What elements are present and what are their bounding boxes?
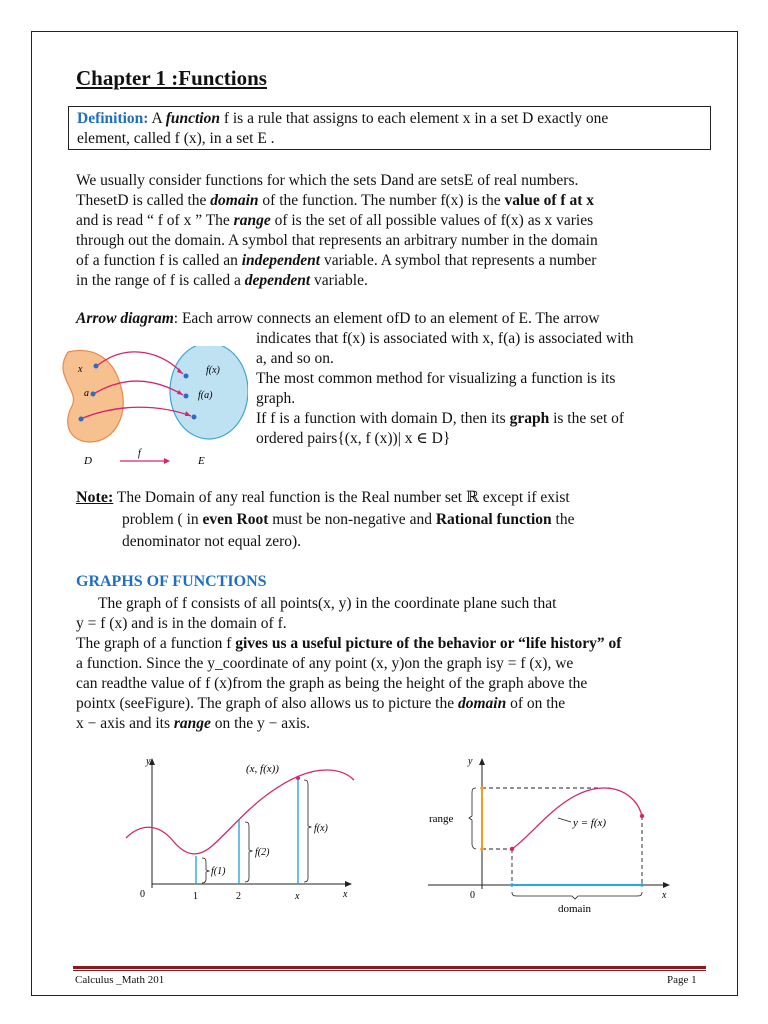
text-line: denominator not equal zero). xyxy=(122,533,302,550)
text-line: graph. xyxy=(256,390,296,407)
text-line: problem ( in even Root must be non-negative and Rational function the xyxy=(122,511,575,528)
curve-label: y = f(x) xyxy=(573,817,607,829)
note-label: Note: xyxy=(76,489,114,506)
text-line: pointx (seeFigure). The graph of also allows us to picture the domain of on the xyxy=(76,695,566,712)
figure-domain-range xyxy=(424,752,674,922)
range-max xyxy=(480,786,484,790)
footer-rule xyxy=(73,966,706,969)
footer-page-number: Page 1 xyxy=(667,974,697,986)
text-line: y = f (x) and is in the domain of f. xyxy=(76,615,287,632)
text-line: The graph of f consists of all points(x, y) in the coordinate plane such that xyxy=(98,595,557,612)
y-label: y xyxy=(146,756,151,767)
brace-f1 xyxy=(202,858,209,883)
f1-label: f(1) xyxy=(211,866,226,877)
point-other xyxy=(79,417,84,422)
text-line: ordered pairs{(x, f (x))| x ∈ D} xyxy=(256,430,451,447)
tick-1: 1 xyxy=(193,891,198,902)
curve-start-point xyxy=(510,847,514,851)
arrow-diagram xyxy=(58,346,248,471)
arrowhead xyxy=(479,758,485,765)
point-fx xyxy=(184,374,189,379)
definition-text: element, called f (x), in a set E . xyxy=(77,130,275,147)
arrow-line-1: Arrow diagram: Each arrow connects an element ofD to an element of E. The arrow xyxy=(76,310,600,327)
domain-label: domain xyxy=(558,903,591,915)
label-D: D xyxy=(84,455,92,467)
point-a xyxy=(91,392,96,397)
point-fa xyxy=(184,394,189,399)
point-f-other xyxy=(192,415,197,420)
function-curve xyxy=(126,770,354,854)
range-label: range xyxy=(429,813,454,825)
text-line: indicates that f(x) is associated with x, f(a) is associated with xyxy=(256,330,634,347)
arrow-diagram-label: Arrow diagram xyxy=(76,310,174,327)
text-line: a function. Since the y_coordinate of any point (x, y)on the graph isy = f (x), we xyxy=(76,655,574,672)
label-x: x xyxy=(78,364,83,375)
point-x-fx xyxy=(296,776,300,780)
label-E: E xyxy=(198,455,205,467)
arrowhead xyxy=(164,458,170,464)
point-label: (x, f(x)) xyxy=(246,763,279,775)
text-line: in the range of f is called a dependent variable. xyxy=(76,272,368,289)
domain-min xyxy=(510,883,514,887)
definition-box xyxy=(68,106,711,150)
definition-term: function xyxy=(165,110,220,127)
text-line: can readthe value of f (x)from the graph as being the height of the graph above the xyxy=(76,675,588,692)
figure-function-heights xyxy=(118,752,358,902)
text-line: We usually consider functions for which the sets Dand are setsE of real numbers. xyxy=(76,172,579,189)
label-pointer xyxy=(558,818,571,822)
curve-end-point xyxy=(640,814,644,818)
text-line: Note: The Domain of any real function is the Real number set ℝ except if exist xyxy=(76,489,570,506)
label-f: f xyxy=(138,448,141,459)
tick-2: 2 xyxy=(236,891,241,902)
origin-label: 0 xyxy=(470,890,475,901)
arrowhead xyxy=(345,881,352,887)
point-x xyxy=(94,364,99,369)
intro-paragraph xyxy=(76,171,716,291)
range-brace xyxy=(469,788,476,849)
x-label: x xyxy=(662,890,667,901)
text-line: If f is a function with domain D, then its graph is the set of xyxy=(256,410,625,427)
f2-label: f(2) xyxy=(255,847,270,858)
range-min xyxy=(480,847,484,851)
text-line: ThesetD is called the domain of the function. The number f(x) is the value of f at x xyxy=(76,192,595,209)
brace-fx xyxy=(304,780,311,882)
text-line: x − axis and its range on the y − axis. xyxy=(76,715,311,732)
x-label: x xyxy=(343,889,348,900)
footer-course: Calculus _Math 201 xyxy=(75,974,165,986)
graphs-paragraph xyxy=(76,594,721,734)
fx-label: f(x) xyxy=(314,823,328,834)
note-paragraph xyxy=(76,487,716,553)
tick-x: x xyxy=(295,891,300,902)
footer-rule-thin xyxy=(73,970,706,971)
domain-brace xyxy=(512,892,642,899)
definition-label: Definition: xyxy=(77,110,149,127)
brace-f2 xyxy=(245,822,252,882)
arrowhead xyxy=(663,882,670,888)
text-line: a, and so on. xyxy=(256,350,334,367)
origin-label: 0 xyxy=(140,889,145,900)
text-line: through out the domain. A symbol that represents an arbitrary number in the domain xyxy=(76,232,598,249)
definition-text: f is a rule that assigns to each element x in a set D exactly one xyxy=(219,110,609,127)
label-fa: f(a) xyxy=(198,390,213,401)
label-a: a xyxy=(84,388,89,399)
page-title: Chapter 1 :Functions xyxy=(76,66,267,90)
y-label: y xyxy=(468,756,473,767)
arrow-paragraph xyxy=(256,329,716,449)
text-line: The most common method for visualizing a function is its xyxy=(256,370,616,387)
text-line: and is read “ f of x ” The range of is the set of all possible values of f(x) as x varies xyxy=(76,212,594,229)
text-line: of a function f is called an independent variable. A symbol that represents a number xyxy=(76,252,597,269)
definition-text: A xyxy=(148,110,166,127)
section-heading: GRAPHS OF FUNCTIONS xyxy=(76,573,267,590)
text-line: The graph of a function f gives us a useful picture of the behavior or “life history” of xyxy=(76,635,622,652)
domain-max xyxy=(640,883,644,887)
label-fx: f(x) xyxy=(206,365,220,376)
